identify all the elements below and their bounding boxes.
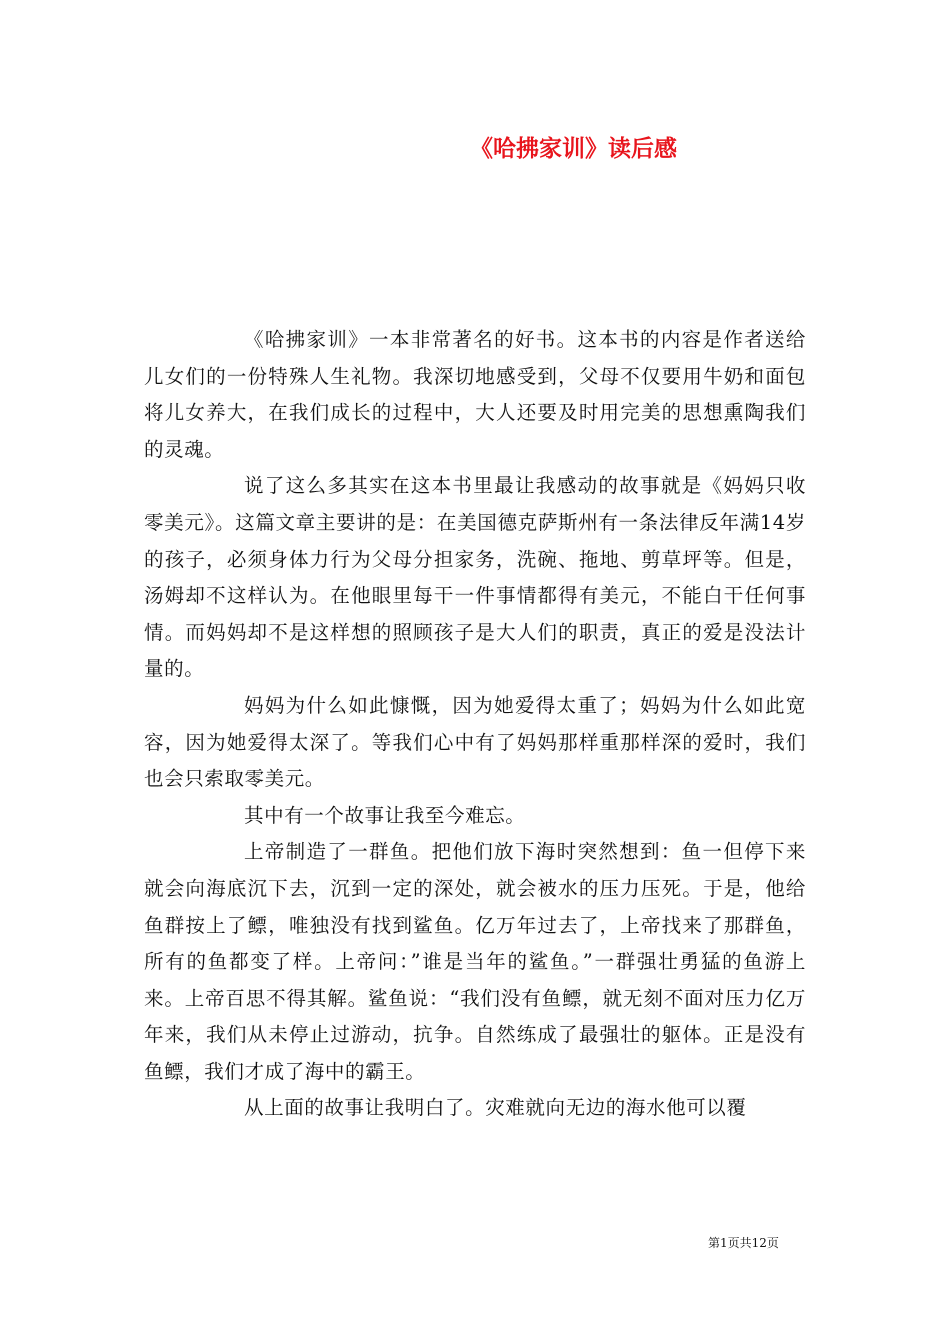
paragraph-3: 妈妈为什么如此慷慨，因为她爱得太重了；妈妈为什么如此宽容，因为她爱得太深了。等我们心中有了妈妈那样重那样深的爱时，我们也会只索取零美元。 bbox=[144, 693, 806, 791]
document-body bbox=[144, 322, 806, 1127]
paragraph-6: 从上面的故事让我明白了。灾难就向无边的海水他可以覆 bbox=[244, 1096, 747, 1120]
paragraph-2: 说了这么多其实在这本书里最让我感动的故事就是《妈妈只收零美元》。这篇文章主要讲的是：在美国德克萨斯州有一条法律反年满14岁的孩子，必须身体力行为父母分担家务，洗碗、拖地、剪草坪等。但是，汤姆却不这样认为。在他眼里每干一件事情都得有美元，不能白干任何事情。而妈妈却不是这样想的照顾孩子是大人们的职责，真正的爱是没法计量的。 bbox=[144, 474, 806, 681]
paragraph-5: 上帝制造了一群鱼。把他们放下海时突然想到：鱼一但停下来就会向海底沉下去，沉到一定的深处，就会被水的压力压死。于是，他给鱼群按上了鳔，唯独没有找到鲨鱼。亿万年过去了，上帝找来了那群鱼，所有的鱼都变了样。上帝问：”谁是当年的鲨鱼。”一群强壮勇猛的鱼游上来。上帝百思不得其解。鲨鱼说：“我们没有鱼鳔，就无刻不面对压力亿万年来，我们从未停止过游动，抗争。自然练成了最强壮的躯体。正是没有鱼鳔，我们才成了海中的霸王。 bbox=[144, 840, 806, 1083]
page-footer: 第1页共12页 bbox=[708, 1236, 779, 1250]
document-title: 《哈拂家训》读后感 bbox=[470, 135, 677, 162]
paragraph-1: 《哈拂家训》一本非常著名的好书。这本书的内容是作者送给儿女们的一份特殊人生礼物。我深切地感受到，父母不仅要用牛奶和面包将儿女养大，在我们成长的过程中，大人还要及时用完美的思想熏陶我们的灵魂。 bbox=[144, 328, 806, 461]
paragraph-4: 其中有一个故事让我至今难忘。 bbox=[244, 803, 526, 827]
